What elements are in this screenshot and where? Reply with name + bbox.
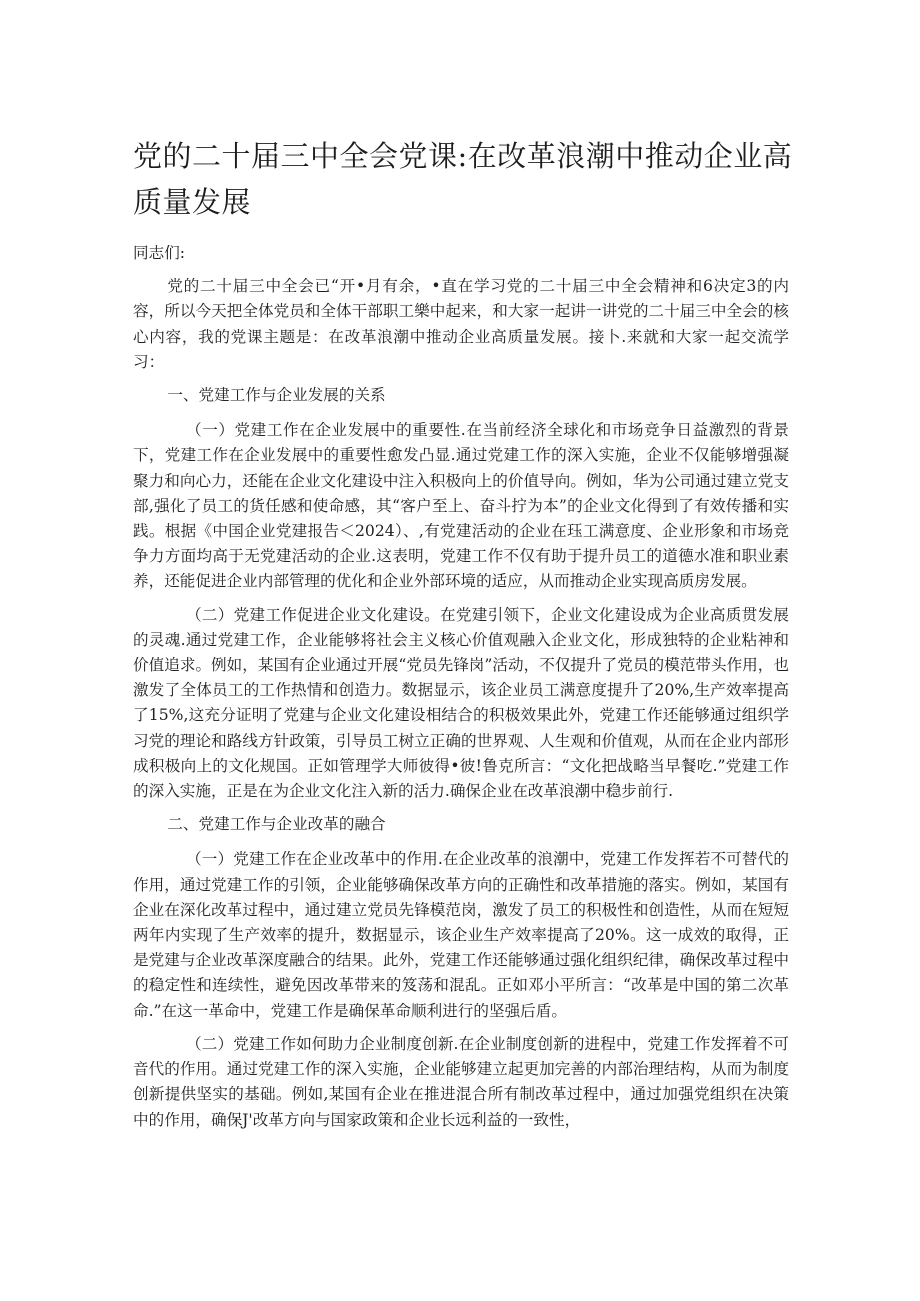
section-1-paragraph-1: （一）党建工作在企业发展中的重要性.在当前经济全球化和市场竞争日益激烈的背景下，党建工作在企业发展中的重要性愈发凸显.通过党建工作的深入实施，企业不仅能够增强凝聚力和向心力，还能在企业文化建设中注入积极向上的价值导向。例如，华为公司通过建立党支部,强化了员工的货任感和使命感，其“客户至上、奋斗拧为本”的企业文化得到了有效传播和实践。根据《中国企业党建报告＜2024）、,有党建活动的企业在珏工满意度、企业形象和市场竞争力方面均高于无党建活动的企业.这表明，党建工作不仅有助于提升员工的道德水准和职业素养，还能促进企业内部管理的优化和企业外部环境的适应，从而推动企业实现高质房发展。 [133,421,789,591]
document-title: 党的二十届三中全会党课:在改革浪潮中推动企业高质量发展 [133,139,793,219]
section-2-heading: 二、党建工作与企业改革的融合 [167,815,386,834]
salutation: 同志们: [133,244,186,262]
section-2-paragraph-1: （一）党建工作在企业改革中的作用.在企业改革的浪潮中，党建工作发挥若不可替代的作用，通过党建工作的引领，企业能够确保改革方向的正确性和改革措施的落实。例如，某国有企业在深化改革过程中，通过建立党员先锋模范岗，激发了员工的积极性和创造性，从而在短短两年内实现了生产效率的提升，数据显示，该企业生产效率提高了20%。这一成效的取得，正是党建与企业改革深度融合的结果。此外，党建工作还能够通过强化组织纪律，确保改革过程中的稳定性和连续性，避免因改革带来的笈荡和混乱。正如邓小平所言：“改革是中国的第二次革命.”在这一革命中，党建工作是确保革命顺利进行的坚强后盾。 [133,850,789,1020]
section-1-heading: 一、党建工作与企业发展的关系 [167,386,386,405]
section-2-paragraph-2: （二）党建工作如何助力企业制度创新.在企业制度创新的进程中，党建工作发挥着不可音代的作用。通过党建工作的深入实施，企业能够建立起更加完善的内部治理结构，从而为制度创新提供坚实的基础。例如,某国有企业在推进混合所有制改革过程中，通过加强党组织在决策中的作用，确保J'改革方向与国家政策和企业长远利益的一致性， [133,1034,789,1129]
document-body [133,241,789,1133]
section-1-paragraph-2: （二）党建工作促进企业文化建设。在党建引领下，企业文化建设成为企业高质贯发展的灵魂.通过党建工作，企业能够将社会主义核心价值观融入企业文化，形成独特的企业粘神和价值追求。例如，某国有企业通过开展“党员先锋岗”活动，不仅提升了党员的模范带头作用，也激发了全体员工的工作热情和创造力。数据显示，该企业员工满意度提升了20%,生产效率提高了15%,这充分证明了党建与企业文化建设相结合的积极效果此外，党建工作还能够通过组织学习党的理论和路线方针政策，引导员工树立正确的世界观、人生观和价值观，从而在企业内部形成积极向上的文化规国。正如管理学大师彼得•彼!鲁克所言：“文化把战略当早餐吃.”党建工作的深入实施，正是在为企业文化注入新的活力.确保企业在改革浪潮中稳步前行. [133,605,789,801]
intro-paragraph: 党的二十届三中全会已“开•月有余，•直在学习党的二十届三中全会精神和6决定3的内容，所以今天把全体党员和全体干部职工樂中起来，和大家一起讲一讲党的二十届三中全会的核心内容，我的党课主题是：在改革浪潮中推动企业高质量发展。接卜.来就和大家一起交流学习： [133,277,789,371]
